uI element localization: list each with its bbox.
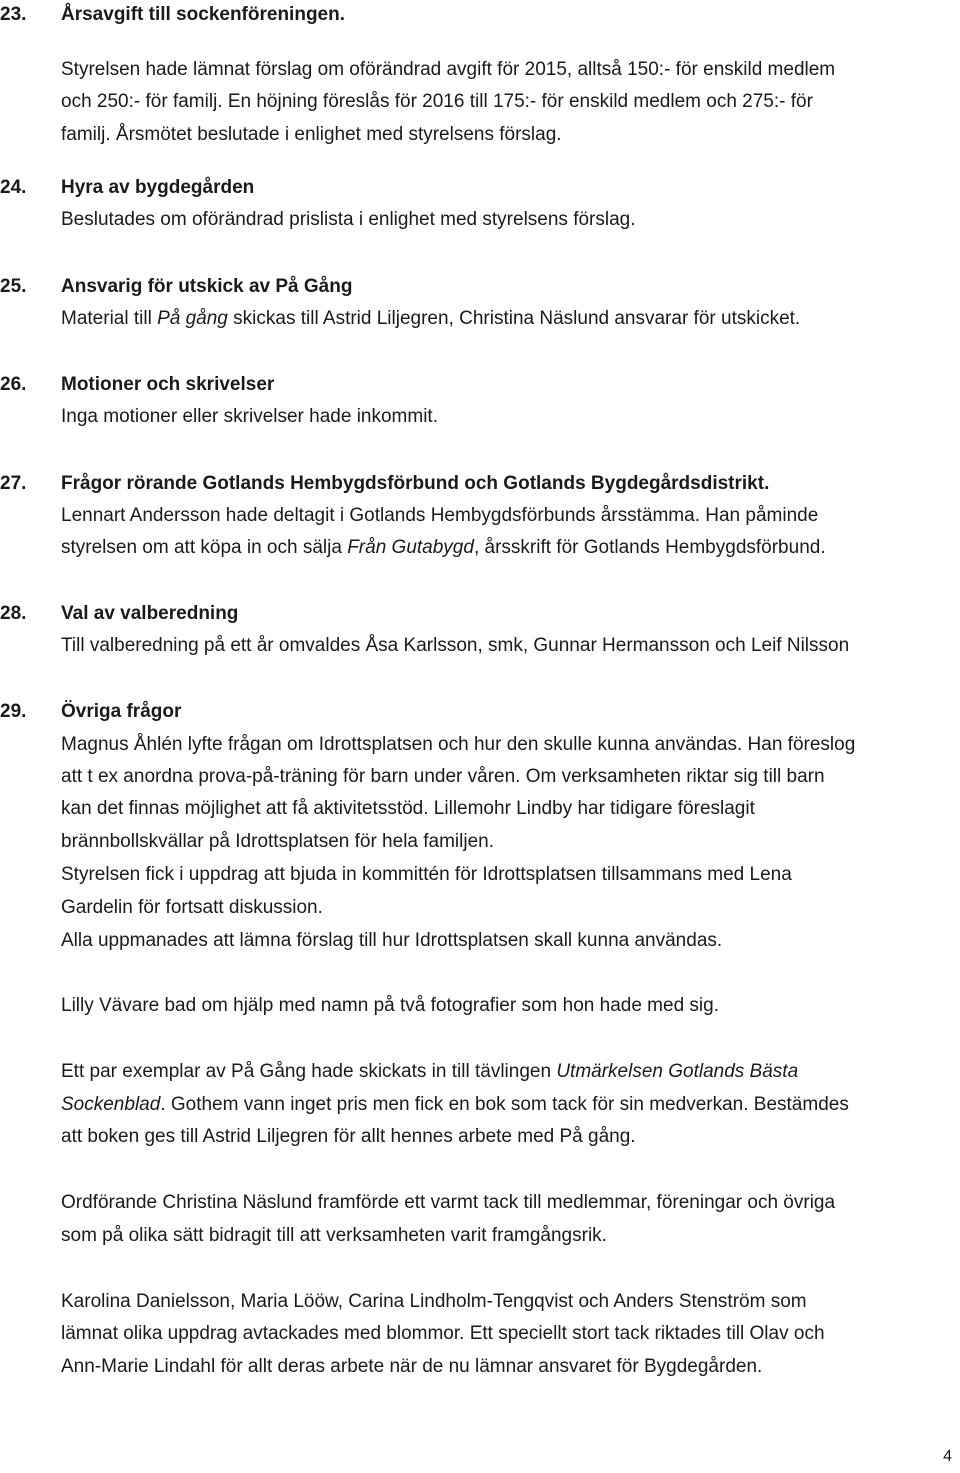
paragraph-line: Styrelsen hade lämnat förslag om oförändrad avgift för 2015, alltså 150:- för enskild medlem bbox=[61, 59, 836, 80]
paragraph-line bbox=[61, 537, 826, 559]
section-number: 28. bbox=[0, 603, 27, 624]
paragraph-line: Karolina Danielsson, Maria Lööw, Carina Lindholm-Tengqvist och Anders Stenström som bbox=[61, 1291, 807, 1312]
paragraph-line: Gardelin för fortsatt diskussion. bbox=[61, 897, 323, 918]
paragraph-line: brännbollskvällar på Idrottsplatsen för hela familjen. bbox=[61, 831, 495, 852]
paragraph-line: Styrelsen fick i uppdrag att bjuda in kommittén för Idrottsplatsen tillsammans med Lena bbox=[61, 864, 792, 885]
text-run: . Gothem vann inget pris men fick en bok som tack för sin medverkan. Bestämdes bbox=[160, 1094, 849, 1115]
paragraph-line: Till valberedning på ett år omvaldes Åsa Karlsson, smk, Gunnar Hermansson och Leif Nilsson bbox=[61, 635, 850, 656]
paragraph-line: Ann-Marie Lindahl för allt deras arbete när de nu lämnar ansvaret för Bygdegården. bbox=[61, 1356, 763, 1377]
section-title: Hyra av bygdegården bbox=[61, 177, 255, 198]
section-title: Frågor rörande Gotlands Hembygdsförbund och Gotlands Bygdegårdsdistrikt. bbox=[61, 473, 770, 494]
section-title: Årsavgift till sockenföreningen. bbox=[61, 4, 345, 25]
section-number: 27. bbox=[0, 473, 27, 494]
paragraph-line bbox=[61, 308, 800, 330]
text-run: styrelsen om att köpa in och sälja bbox=[61, 537, 348, 558]
paragraph-line: och 250:- för familj. En höjning föreslås för 2016 till 175:- för enskild medlem och 275:- för bbox=[61, 91, 813, 112]
section-title: Val av valberedning bbox=[61, 603, 239, 624]
paragraph-line: Magnus Åhlén lyfte frågan om Idrottsplatsen och hur den skulle kunna användas. Han föreslog bbox=[61, 734, 856, 755]
paragraph-line bbox=[61, 1094, 849, 1116]
paragraph-line: familj. Årsmötet beslutade i enlighet med styrelsens förslag. bbox=[61, 124, 562, 145]
text-run: Ett par exemplar av På Gång hade skickats in till tävlingen bbox=[61, 1061, 557, 1082]
paragraph-line: som på olika sätt bidragit till att verksamheten varit framgångsrik. bbox=[61, 1225, 607, 1246]
section-number: 24. bbox=[0, 177, 27, 198]
text-run: , årsskrift för Gotlands Hembygdsförbund. bbox=[473, 537, 826, 558]
section-number: 23. bbox=[0, 4, 27, 25]
paragraph-line: Ordförande Christina Näslund framförde ett varmt tack till medlemmar, föreningar och övriga bbox=[61, 1192, 836, 1213]
paragraph-line bbox=[61, 1061, 798, 1083]
section-number: 25. bbox=[0, 276, 27, 297]
paragraph-line: Alla uppmanades att lämna förslag till hur Idrottsplatsen skall kunna användas. bbox=[61, 930, 723, 951]
paragraph-line: Beslutades om oförändrad prislista i enlighet med styrelsens förslag. bbox=[61, 209, 636, 230]
section-number: 26. bbox=[0, 374, 27, 395]
paragraph-line: kan det finnas möjlighet att få aktivitetsstöd. Lillemohr Lindby har tidigare föreslagit bbox=[61, 798, 755, 819]
paragraph-line: att boken ges till Astrid Liljegren för allt hennes arbete med På gång. bbox=[61, 1126, 636, 1147]
paragraph-line: att t ex anordna prova-på-träning för barn under våren. Om verksamheten riktar sig till barn bbox=[61, 766, 825, 787]
section-title: Övriga frågor bbox=[61, 701, 182, 722]
section-title: Ansvarig för utskick av På Gång bbox=[61, 276, 353, 297]
page-number: 4 bbox=[943, 1448, 952, 1465]
section-title: Motioner och skrivelser bbox=[61, 374, 275, 395]
text-run: Material till bbox=[61, 308, 158, 329]
paragraph-line: Inga motioner eller skrivelser hade inkommit. bbox=[61, 406, 438, 427]
italic-text: På gång bbox=[157, 308, 228, 329]
text-run: skickas till Astrid Liljegren, Christina Näslund ansvarar för utskicket. bbox=[227, 308, 801, 329]
italic-text: Från Gutabygd bbox=[347, 537, 474, 558]
paragraph-line: Lilly Vävare bad om hjälp med namn på två fotografier som hon hade med sig. bbox=[61, 995, 719, 1016]
italic-text: Sockenblad bbox=[61, 1094, 161, 1115]
italic-text: Utmärkelsen Gotlands Bästa bbox=[556, 1061, 799, 1082]
section-number: 29. bbox=[0, 701, 27, 722]
paragraph-line: lämnat olika uppdrag avtackades med blommor. Ett speciellt stort tack riktades till Olav och bbox=[61, 1323, 825, 1344]
paragraph-line: Lennart Andersson hade deltagit i Gotlands Hembygdsförbunds årsstämma. Han påminde bbox=[61, 505, 819, 526]
